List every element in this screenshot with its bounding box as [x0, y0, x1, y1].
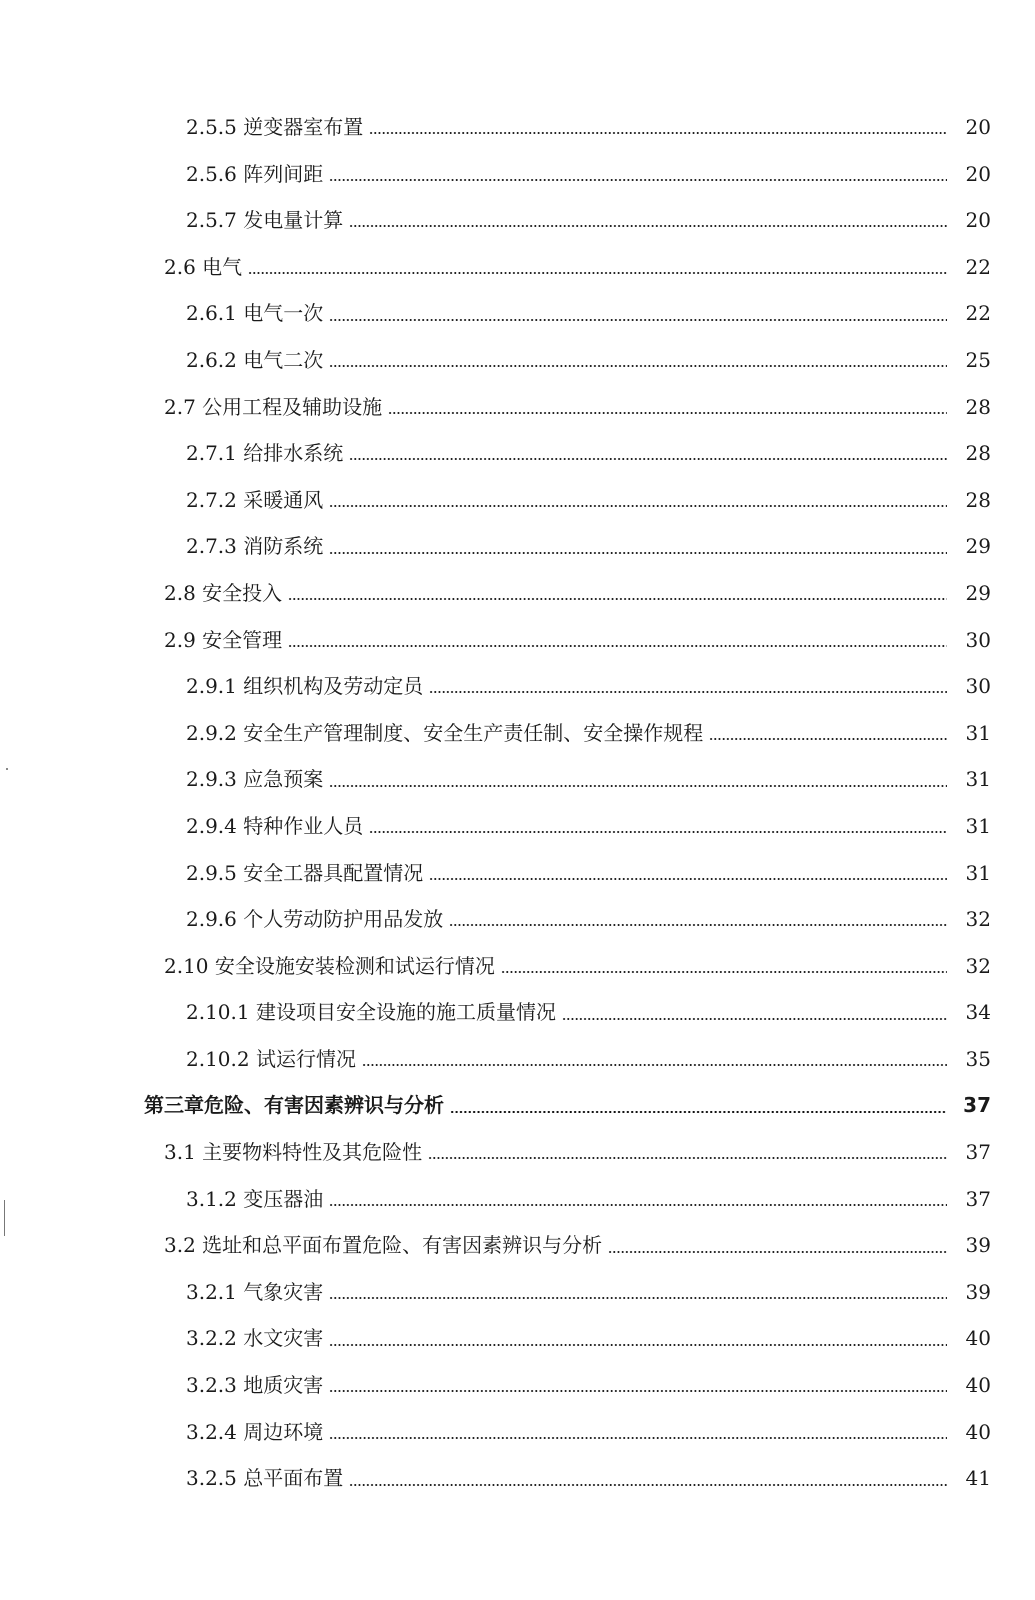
toc-leader-dots [429, 691, 947, 693]
toc-entry[interactable] [0, 337, 1035, 384]
toc-entry-page-number: 37 [965, 1186, 991, 1211]
toc-leader-dots [562, 1018, 947, 1020]
toc-entry-label: 3.2.4 周边环境 [186, 1419, 324, 1444]
toc-entry-label: 2.6 电气 [164, 254, 243, 279]
toc-entry-label: 2.9.6 个人劳动防护用品发放 [186, 907, 444, 932]
toc-leader-dots [429, 878, 947, 880]
toc-entry[interactable] [0, 756, 1035, 803]
toc-entry-label: 2.7.1 给排水系统 [186, 441, 344, 466]
toc-entry-page-number: 31 [965, 860, 991, 885]
toc-leader-dots [428, 1157, 947, 1159]
toc-leader-dots [349, 458, 947, 460]
toc-entry-label: 3.2.3 地质灾害 [186, 1373, 324, 1398]
toc-entry[interactable] [0, 1455, 1035, 1502]
toc-entry[interactable] [0, 617, 1035, 664]
toc-entry[interactable] [0, 1176, 1035, 1223]
toc-leader-dots [288, 645, 947, 647]
toc-entry-page-number: 25 [965, 347, 991, 372]
toc-entry-page-number: 40 [965, 1373, 991, 1398]
table-of-contents [0, 104, 1035, 1502]
toc-entry-label: 2.7 公用工程及辅助设施 [164, 394, 383, 419]
toc-entry-label: 2.9.4 特种作业人员 [186, 813, 364, 838]
toc-entry-label: 2.9.5 安全工器具配置情况 [186, 860, 424, 885]
toc-leader-dots [329, 505, 947, 507]
toc-entry[interactable] [0, 1036, 1035, 1083]
toc-entry-page-number: 34 [965, 1000, 991, 1025]
toc-entry-page-number: 22 [965, 301, 991, 326]
toc-entry-label: 2.7.2 采暖通风 [186, 487, 324, 512]
toc-leader-dots [501, 971, 947, 973]
toc-entry[interactable] [0, 1362, 1035, 1409]
toc-entry-page-number: 41 [965, 1466, 991, 1491]
toc-entry-page-number: 29 [965, 580, 991, 605]
toc-entry[interactable] [0, 1222, 1035, 1269]
toc-entry-label: 2.6.1 电气一次 [186, 301, 324, 326]
toc-entry-label: 2.5.6 阵列间距 [186, 161, 324, 186]
toc-entry[interactable] [0, 943, 1035, 990]
toc-entry-page-number: 28 [965, 487, 991, 512]
toc-leader-dots [329, 365, 947, 367]
toc-entry-page-number: 31 [965, 813, 991, 838]
toc-entry[interactable] [0, 710, 1035, 757]
toc-entry-label: 2.6.2 电气二次 [186, 347, 324, 372]
toc-entry-label: 第三章危险、有害因素辨识与分析 [144, 1093, 444, 1118]
toc-leader-dots [388, 412, 947, 414]
toc-leader-dots [329, 785, 947, 787]
toc-entry-label: 3.2 选址和总平面布置危险、有害因素辨识与分析 [164, 1233, 603, 1258]
toc-entry[interactable] [0, 803, 1035, 850]
toc-entry-page-number: 31 [965, 767, 991, 792]
toc-entry-page-number: 40 [965, 1326, 991, 1351]
toc-entry-label: 2.7.3 消防系统 [186, 534, 324, 559]
toc-entry[interactable] [0, 384, 1035, 431]
toc-entry-label: 3.1.2 变压器油 [186, 1186, 324, 1211]
toc-entry-label: 3.2.1 气象灾害 [186, 1279, 324, 1304]
toc-entry-label: 3.1 主要物料特性及其危险性 [164, 1140, 423, 1165]
toc-entry[interactable] [0, 850, 1035, 897]
toc-leader-dots [449, 924, 947, 926]
toc-entry-page-number: 20 [965, 115, 991, 139]
toc-entry[interactable] [0, 1269, 1035, 1316]
scan-artifact-dot [6, 768, 8, 770]
toc-entry-page-number: 32 [965, 953, 991, 978]
toc-entry[interactable] [0, 989, 1035, 1036]
toc-entry-label: 3.2.5 总平面布置 [186, 1466, 344, 1491]
toc-entry-page-number: 20 [965, 208, 991, 233]
toc-leader-dots [709, 738, 947, 740]
toc-entry-page-number: 28 [965, 394, 991, 419]
toc-leader-dots [248, 272, 947, 274]
toc-entry[interactable] [0, 1129, 1035, 1176]
toc-leader-dots [329, 1204, 947, 1206]
toc-leader-dots [329, 552, 947, 554]
toc-entry-label: 2.8 安全投入 [164, 580, 283, 605]
scan-artifact-line [4, 1200, 5, 1236]
toc-entry-page-number: 31 [965, 720, 991, 745]
toc-entry-page-number: 37 [965, 1140, 991, 1165]
toc-entry-page-number: 32 [965, 907, 991, 932]
toc-entry[interactable] [0, 523, 1035, 570]
toc-leader-dots [369, 132, 947, 134]
toc-leader-dots [329, 1344, 947, 1346]
toc-entry-label: 2.5.7 发电量计算 [186, 208, 344, 233]
toc-entry-label: 2.9.3 应急预案 [186, 767, 324, 792]
toc-entry-page-number: 30 [965, 674, 991, 699]
toc-entry[interactable] [0, 663, 1035, 710]
toc-entry[interactable] [0, 896, 1035, 943]
toc-leader-dots [362, 1064, 947, 1066]
toc-entry-page-number: 20 [965, 161, 991, 186]
toc-leader-dots [329, 1437, 947, 1439]
toc-entry-label: 3.2.2 水文灾害 [186, 1326, 324, 1351]
toc-entry-page-number: 22 [965, 254, 991, 279]
toc-entry[interactable] [0, 1082, 1035, 1129]
toc-entry[interactable] [0, 244, 1035, 291]
toc-entry-label: 2.9 安全管理 [164, 627, 283, 652]
toc-leader-dots [329, 1390, 947, 1392]
toc-entry[interactable] [0, 104, 1035, 151]
toc-entry[interactable] [0, 1315, 1035, 1362]
toc-entry-page-number: 35 [965, 1046, 991, 1071]
toc-entry-label: 2.10.1 建设项目安全设施的施工质量情况 [186, 1000, 556, 1025]
toc-leader-dots [369, 831, 947, 833]
toc-entry-page-number: 37 [963, 1093, 991, 1118]
toc-entry-page-number: 39 [965, 1279, 991, 1304]
toc-leader-dots [329, 1297, 947, 1299]
toc-entry[interactable] [0, 477, 1035, 524]
toc-leader-dots [349, 1484, 947, 1486]
toc-leader-dots [349, 225, 947, 227]
toc-entry[interactable] [0, 197, 1035, 244]
toc-entry-label: 2.5.5 逆变器室布置 [186, 115, 364, 139]
toc-entry-page-number: 40 [965, 1419, 991, 1444]
toc-entry-label: 2.9.1 组织机构及劳动定员 [186, 674, 424, 699]
toc-entry-page-number: 39 [965, 1233, 991, 1258]
toc-leader-dots [329, 179, 947, 181]
toc-entry[interactable] [0, 151, 1035, 198]
toc-leader-dots [450, 1111, 947, 1113]
toc-leader-dots [288, 598, 947, 600]
toc-entry-page-number: 30 [965, 627, 991, 652]
toc-entry-label: 2.10 安全设施安装检测和试运行情况 [164, 953, 495, 978]
toc-entry[interactable] [0, 430, 1035, 477]
toc-entry[interactable] [0, 1409, 1035, 1456]
toc-entry-page-number: 29 [965, 534, 991, 559]
toc-entry-label: 2.10.2 试运行情况 [186, 1046, 356, 1071]
toc-leader-dots [608, 1251, 947, 1253]
toc-entry-page-number: 28 [965, 441, 991, 466]
toc-entry[interactable] [0, 290, 1035, 337]
toc-entry[interactable] [0, 570, 1035, 617]
toc-entry-label: 2.9.2 安全生产管理制度、安全生产责任制、安全操作规程 [186, 720, 704, 745]
toc-leader-dots [329, 319, 947, 321]
